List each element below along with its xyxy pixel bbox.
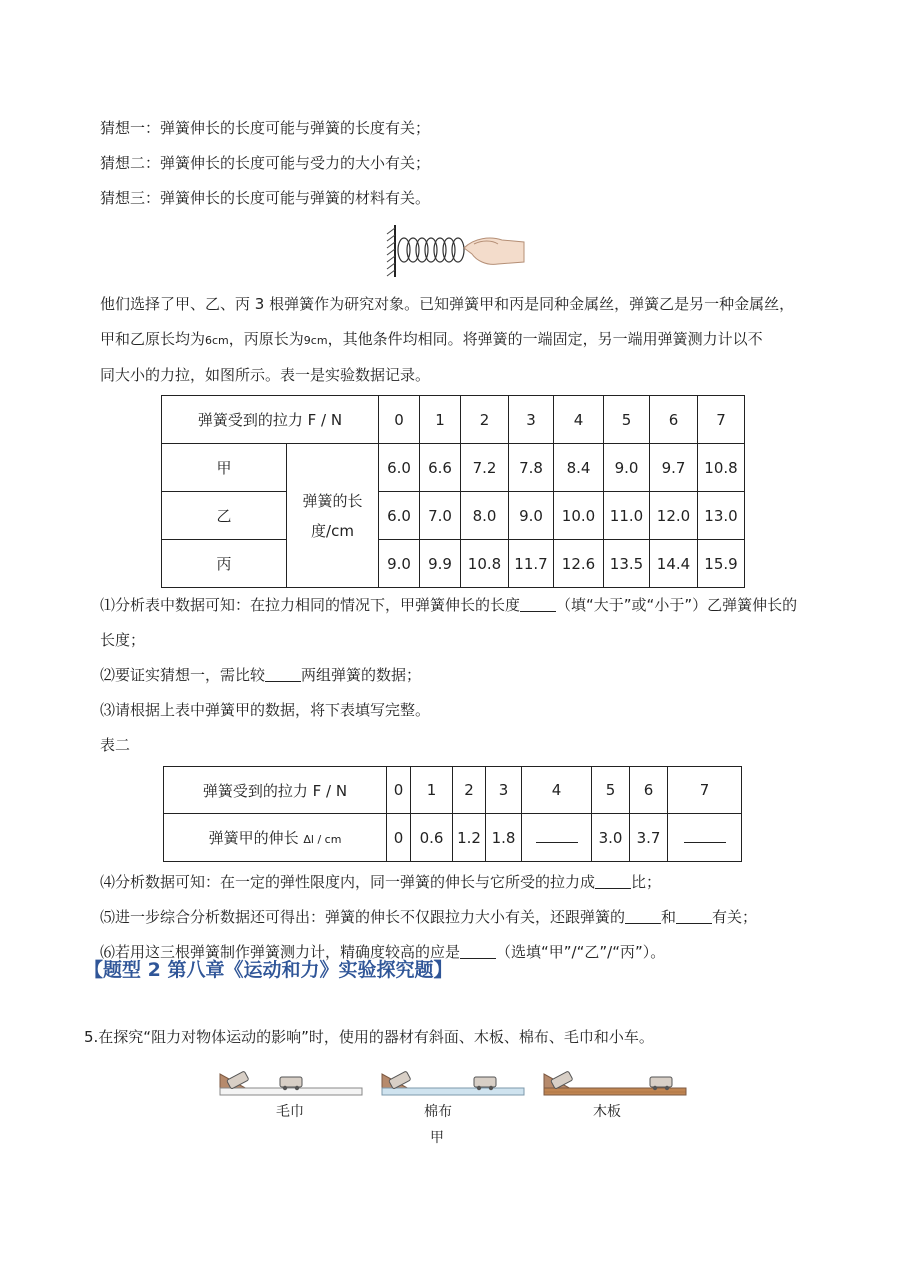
answer-blank[interactable] bbox=[536, 830, 578, 843]
table1-header-row bbox=[162, 396, 745, 444]
force-value: 4 bbox=[522, 767, 592, 814]
table-row bbox=[162, 540, 745, 588]
table-cell: 0 bbox=[387, 814, 411, 862]
length-9cm: 9cm bbox=[303, 334, 328, 347]
question-2 bbox=[100, 658, 830, 693]
answer-blank[interactable] bbox=[520, 597, 556, 612]
length-6cm: 6cm bbox=[205, 334, 229, 347]
question-text: 比； bbox=[631, 873, 662, 891]
answer-blank[interactable] bbox=[684, 830, 726, 843]
force-value: 2 bbox=[461, 396, 509, 444]
data-table-2 bbox=[163, 766, 742, 862]
question-text: ⑷分析数据可知：在一定的弹性限度内，同一弹簧的伸长与它所受的拉力成 bbox=[100, 873, 596, 891]
table-cell: 3.0 bbox=[592, 814, 630, 862]
force-value: 7 bbox=[668, 767, 742, 814]
intro-line-2 bbox=[100, 322, 830, 358]
answer-blank[interactable] bbox=[676, 909, 712, 924]
table-row bbox=[164, 814, 742, 862]
answer-blank[interactable] bbox=[625, 909, 661, 924]
question-3: ⑶请根据上表中弹簧甲的数据，将下表填写完整。 bbox=[100, 701, 431, 719]
table-cell: 10.0 bbox=[554, 492, 604, 540]
questions-block-1 bbox=[100, 588, 830, 763]
table-row bbox=[162, 492, 745, 540]
table-cell: 3.7 bbox=[630, 814, 668, 862]
incline-towel bbox=[220, 1071, 362, 1095]
table-cell: 1.2 bbox=[453, 814, 486, 862]
force-value: 3 bbox=[509, 396, 554, 444]
force-value: 5 bbox=[592, 767, 630, 814]
force-value: 2 bbox=[453, 767, 486, 814]
question-text: 两组弹簧的数据； bbox=[301, 666, 422, 684]
incline-wood bbox=[544, 1071, 686, 1095]
question-text: （选填“甲”/“乙”/“丙”）。 bbox=[496, 943, 666, 961]
intro-line-1: 他们选择了甲、乙、丙 3 根弹簧作为研究对象。已知弹簧甲和丙是同种金属丝，弹簧乙是另一种金属丝， bbox=[100, 295, 795, 313]
table-cell: 10.8 bbox=[461, 540, 509, 588]
intro-line-3: 同大小的力拉，如图所示。表一是实验数据记录。 bbox=[100, 366, 431, 384]
table-cell: 11.7 bbox=[509, 540, 554, 588]
table-cell: 8.0 bbox=[461, 492, 509, 540]
question-text: ⑴分析表中数据可知：在拉力相同的情况下，甲弹簧伸长的长度 bbox=[100, 596, 521, 614]
question-5 bbox=[100, 900, 830, 935]
table-cell: 9.0 bbox=[379, 540, 420, 588]
guess-1: 猜想一：弹簧伸长的长度可能与弹簧的长度有关； bbox=[100, 119, 431, 137]
table-cell: 6.0 bbox=[379, 444, 420, 492]
section-heading: 【题型 2 第八章《运动和力》实验探究题】 bbox=[84, 959, 453, 981]
answer-blank[interactable] bbox=[265, 667, 301, 682]
table2-header-row bbox=[164, 767, 742, 814]
intro-paragraph bbox=[100, 287, 830, 393]
data-table-1 bbox=[161, 395, 745, 588]
answer-cell[interactable] bbox=[668, 814, 742, 862]
question-text: ⑹若用这三根弹簧制作弹簧测力计，精确度较高的应是 bbox=[100, 943, 461, 961]
table-cell: 8.4 bbox=[554, 444, 604, 492]
incline-cotton bbox=[382, 1071, 524, 1095]
intro-text: 甲和乙原长均为 bbox=[100, 330, 206, 348]
length-label bbox=[287, 444, 379, 588]
question-1-cont: 长度； bbox=[100, 631, 146, 649]
table-cell: 7.8 bbox=[509, 444, 554, 492]
table-cell: 9.9 bbox=[420, 540, 461, 588]
table-cell: 7.2 bbox=[461, 444, 509, 492]
answer-blank[interactable] bbox=[595, 874, 631, 889]
spring-figure bbox=[378, 222, 528, 280]
table-cell: 12.6 bbox=[554, 540, 604, 588]
length-label-line-1: 弹簧的长 bbox=[302, 491, 363, 510]
question-text: （填“大于”或“小于”）乙弹簧伸长的 bbox=[556, 596, 798, 614]
force-value: 7 bbox=[698, 396, 745, 444]
extension-label-text: 弹簧甲的伸长 bbox=[208, 829, 299, 847]
figure-label: 甲 bbox=[430, 1130, 444, 1146]
table-cell: 9.0 bbox=[509, 492, 554, 540]
force-value: 1 bbox=[411, 767, 453, 814]
force-value: 6 bbox=[650, 396, 698, 444]
table2-title: 表二 bbox=[100, 736, 131, 754]
caption-wood: 木板 bbox=[593, 1104, 621, 1120]
answer-cell[interactable] bbox=[522, 814, 592, 862]
question-text: 有关； bbox=[712, 908, 758, 926]
table-cell: 1.8 bbox=[486, 814, 522, 862]
table-cell: 7.0 bbox=[420, 492, 461, 540]
intro-text: ，其他条件均相同。将弹簧的一端固定，另一端用弹簧测力计以不 bbox=[327, 330, 763, 348]
question-text: 和 bbox=[661, 908, 677, 926]
caption-cotton: 棉布 bbox=[424, 1104, 452, 1120]
table-cell: 10.8 bbox=[698, 444, 745, 492]
table-cell: 6.6 bbox=[420, 444, 461, 492]
table-cell: 11.0 bbox=[604, 492, 650, 540]
force-value: 6 bbox=[630, 767, 668, 814]
table-row bbox=[162, 444, 745, 492]
table-cell: 12.0 bbox=[650, 492, 698, 540]
incline-figure bbox=[218, 1062, 688, 1096]
question-text: ⑸进一步综合分析数据还可得出：弹簧的伸长不仅跟拉力大小有关，还跟弹簧的 bbox=[100, 908, 626, 926]
force-value: 0 bbox=[387, 767, 411, 814]
question-5-text: 5.在探究“阻力对物体运动的影响”时，使用的器材有斜面、木板、棉布、毛巾和小车。 bbox=[84, 1028, 654, 1046]
answer-blank[interactable] bbox=[460, 944, 496, 959]
guess-2: 猜想二：弹簧伸长的长度可能与受力的大小有关； bbox=[100, 154, 431, 172]
table-cell: 9.7 bbox=[650, 444, 698, 492]
guess-3: 猜想三：弹簧伸长的长度可能与弹簧的材料有关。 bbox=[100, 189, 431, 207]
force-value: 4 bbox=[554, 396, 604, 444]
force-value: 0 bbox=[379, 396, 420, 444]
caption-towel: 毛巾 bbox=[276, 1104, 304, 1120]
extension-label bbox=[164, 814, 387, 862]
intro-text: ，丙原长为 bbox=[228, 330, 304, 348]
table-cell: 6.0 bbox=[379, 492, 420, 540]
force-header: 弹簧受到的拉力 F / N bbox=[164, 767, 387, 814]
extension-unit: Δl / cm bbox=[303, 833, 342, 846]
table-cell: 14.4 bbox=[650, 540, 698, 588]
length-label-line-2: 度/cm bbox=[311, 521, 354, 540]
force-value: 3 bbox=[486, 767, 522, 814]
table-cell: 13.5 bbox=[604, 540, 650, 588]
question-text: ⑵要证实猜想一，需比较 bbox=[100, 666, 266, 684]
force-header: 弹簧受到的拉力 F / N bbox=[162, 396, 379, 444]
table-cell: 0.6 bbox=[411, 814, 453, 862]
table-cell: 15.9 bbox=[698, 540, 745, 588]
question-1 bbox=[100, 588, 830, 623]
force-value: 1 bbox=[420, 396, 461, 444]
question-4 bbox=[100, 865, 830, 900]
spring-name: 丙 bbox=[162, 540, 287, 588]
table-cell: 13.0 bbox=[698, 492, 745, 540]
spring-name: 甲 bbox=[162, 444, 287, 492]
table-cell: 9.0 bbox=[604, 444, 650, 492]
spring-name: 乙 bbox=[162, 492, 287, 540]
force-value: 5 bbox=[604, 396, 650, 444]
